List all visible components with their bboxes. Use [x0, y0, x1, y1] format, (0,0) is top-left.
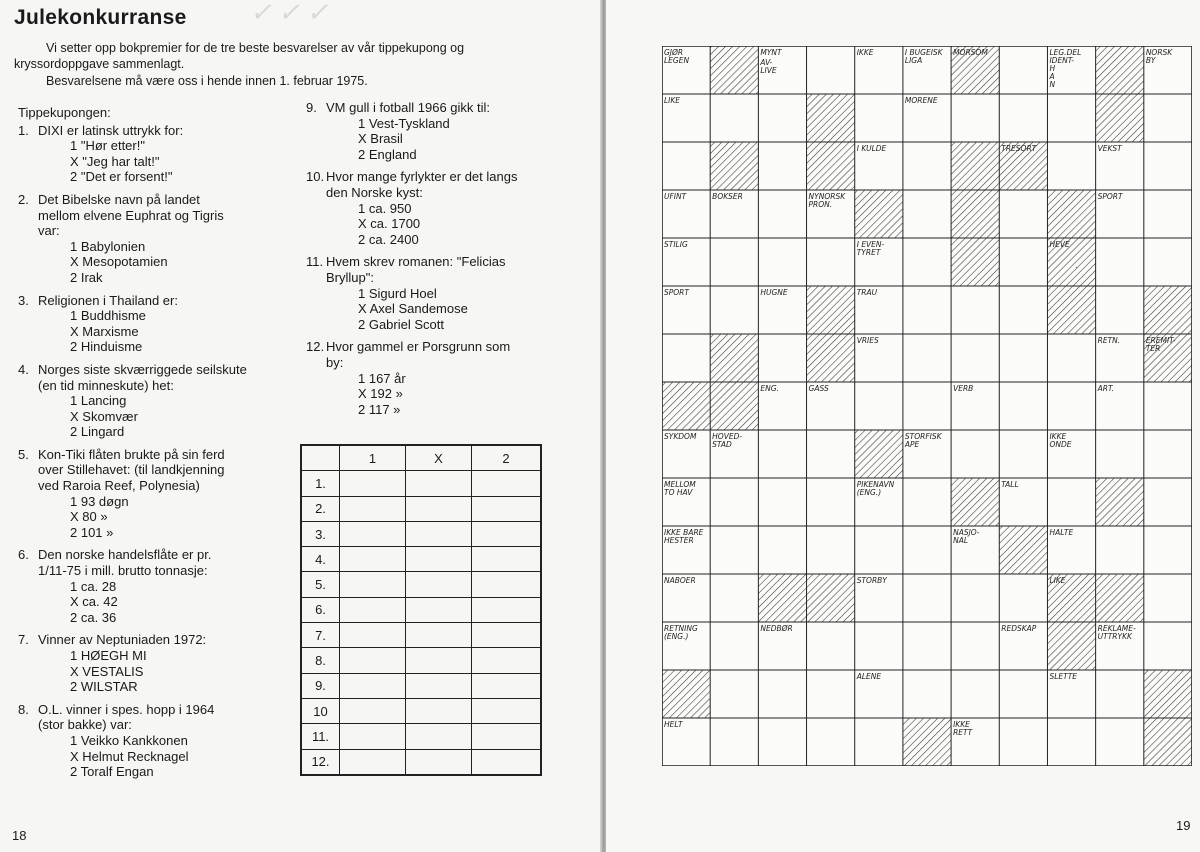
answer-cell[interactable]	[340, 749, 406, 775]
question-number: 5.	[18, 446, 29, 462]
row-label: 10	[301, 698, 340, 723]
shaded-cell	[855, 430, 903, 478]
crossword-svg	[662, 46, 1192, 766]
crossword-clue: I KULDE	[856, 144, 887, 153]
crossword-clue: GASS	[808, 384, 829, 393]
shaded-cell	[1047, 190, 1095, 238]
question-text: over Stillehavet: (til landkjenning	[38, 462, 225, 478]
answer-cell[interactable]	[406, 521, 472, 546]
crossword-clue: REDSKAP	[1001, 624, 1037, 633]
answer-cell[interactable]	[406, 496, 472, 521]
answer-cell[interactable]	[340, 496, 406, 521]
question-block	[306, 169, 596, 247]
answer-cell[interactable]	[472, 597, 542, 622]
crossword-clue: REKLAME- UTTRYKK	[1097, 624, 1136, 641]
shaded-cell	[807, 286, 855, 334]
crossword-clue: LEG.DEL IDENT- H A N	[1049, 48, 1082, 89]
crossword-clue: STORBY	[856, 576, 887, 585]
answer-option: X Mesopotamien	[70, 254, 168, 270]
answer-option: 2 117 »	[358, 401, 401, 417]
question-number: 3.	[18, 292, 29, 308]
crossword-clue: BOKSER	[712, 192, 743, 201]
page-title: Julekonkurranse	[14, 6, 187, 29]
question-block	[306, 339, 596, 417]
crossword-clue: NABOER	[664, 576, 696, 585]
crossword-clue: MORENE	[904, 96, 938, 105]
answer-option: 2 101 »	[70, 524, 114, 540]
crossword-clue: GJØR LEGEN	[664, 48, 690, 65]
answer-option: X VESTALIS	[70, 663, 144, 679]
table-row	[301, 724, 541, 749]
crossword-clue: TRAU	[856, 288, 878, 297]
answer-cell[interactable]	[340, 547, 406, 572]
crossword-clue: ENG.	[760, 384, 779, 393]
shaded-cell	[807, 574, 855, 622]
answer-cell[interactable]	[340, 597, 406, 622]
answer-cell[interactable]	[340, 471, 406, 496]
answer-cell[interactable]	[406, 673, 472, 698]
crossword-clue: MYNT	[760, 48, 782, 57]
answer-option: 2 England	[358, 146, 417, 162]
question-number: 6.	[18, 547, 29, 563]
shaded-cell	[710, 46, 758, 94]
shaded-cell	[1047, 622, 1095, 670]
table-row	[301, 547, 541, 572]
shaded-cell	[951, 238, 999, 286]
page-number-left: 18	[12, 828, 27, 843]
table-row	[301, 496, 541, 521]
shaded-cell	[807, 334, 855, 382]
question-text: Hvor mange fyrlykter er det langs	[326, 169, 518, 185]
tippekupong-table	[300, 444, 542, 776]
answer-option: 1 Veikko Kankkonen	[70, 732, 188, 748]
answer-option: X 80 »	[70, 509, 108, 525]
intro-line-2: kryssordoppgave sammenlagt.	[14, 57, 185, 71]
shaded-cell	[662, 382, 710, 430]
shaded-cell	[855, 190, 903, 238]
crossword-clue: NASJO- NAL	[953, 528, 980, 545]
row-label: 6.	[301, 597, 340, 622]
column-header: 1	[340, 445, 406, 471]
answer-cell[interactable]	[472, 547, 542, 572]
shaded-cell	[951, 190, 999, 238]
shaded-cell	[710, 142, 758, 190]
answer-option: 2 ca. 36	[70, 609, 117, 625]
question-block	[306, 100, 596, 162]
crossword-clue: UFINT	[664, 192, 687, 201]
answer-cell[interactable]	[472, 673, 542, 698]
table-row	[301, 698, 541, 723]
crossword-clue: TALL	[1001, 480, 1019, 489]
shaded-cell	[1096, 478, 1144, 526]
crossword-clue: STORFISK APE	[904, 432, 942, 449]
table-corner	[301, 445, 340, 471]
crossword-clue: RETN.	[1097, 336, 1121, 345]
questions-column-1	[18, 105, 286, 787]
crossword-clue: IKKE BARE HESTER	[664, 528, 704, 545]
shaded-cell	[710, 334, 758, 382]
question-text: Det Bibelske navn på landet	[38, 191, 200, 207]
question-text: Bryllup":	[326, 269, 374, 285]
row-label: 1.	[301, 471, 340, 496]
question-number: 2.	[18, 191, 29, 207]
question-text: by:	[326, 354, 344, 370]
crossword-clue: MORSOM	[953, 48, 988, 57]
shaded-cell	[999, 526, 1047, 574]
row-label: 8.	[301, 648, 340, 673]
answer-cell[interactable]	[472, 623, 542, 648]
question-text: Norges siste skværriggede seilskute	[38, 361, 247, 377]
crossword-clue: STILIG	[664, 240, 688, 249]
question-block	[306, 254, 596, 332]
answer-option: 1 ca. 28	[70, 578, 117, 594]
question-number: 12.	[306, 339, 325, 355]
crossword-clue: EREMIT- TER	[1145, 336, 1176, 353]
column-header: X	[406, 445, 472, 471]
pencil-mark: ·	[1075, 262, 1079, 273]
question-number: 4.	[18, 361, 29, 377]
answer-cell[interactable]	[472, 749, 542, 775]
question-text: DIXI er latinsk uttrykk for:	[38, 122, 184, 138]
answer-option: 1 Lancing	[70, 393, 127, 409]
crossword-clue: VEKST	[1097, 144, 1122, 153]
question-number: 7.	[18, 632, 29, 648]
answer-cell[interactable]	[406, 471, 472, 496]
table-row	[301, 521, 541, 546]
answer-cell[interactable]	[472, 471, 542, 496]
answer-cell[interactable]	[340, 698, 406, 723]
shaded-cell	[807, 94, 855, 142]
answer-option: X 192 »	[358, 386, 403, 402]
row-label: 4.	[301, 547, 340, 572]
intro-line-1: Vi setter opp bokpremier for de tre beste besvarelser av vår tippekupong og	[46, 41, 465, 55]
answer-option: 1 Babylonien	[70, 238, 146, 254]
question-text: Kon-Tiki flåten brukte på sin ferd	[38, 446, 225, 462]
answer-cell[interactable]	[406, 597, 472, 622]
table-row	[301, 572, 541, 597]
question-text: den Norske kyst:	[326, 184, 423, 200]
answer-option: 2 Irak	[70, 269, 103, 285]
question-text: (en tid minneskute) het:	[38, 377, 174, 393]
row-label: 5.	[301, 572, 340, 597]
answer-cell[interactable]	[340, 673, 406, 698]
crossword-clue: RETNING (ENG.)	[664, 624, 698, 641]
answer-option: 2 Gabriel Scott	[358, 316, 444, 332]
intro-line-3: Besvarelsene må være oss i hende innen 1. februar 1975.	[46, 74, 368, 88]
answer-cell[interactable]	[406, 724, 472, 749]
shaded-cell	[758, 574, 806, 622]
answer-option: 2 Lingard	[70, 424, 125, 440]
shaded-cell	[1096, 46, 1144, 94]
table-row	[301, 648, 541, 673]
question-number: 11.	[306, 254, 324, 270]
shaded-cell	[1144, 718, 1192, 766]
shaded-cell	[951, 142, 999, 190]
answer-cell[interactable]	[340, 724, 406, 749]
answer-option: X ca. 1700	[358, 216, 421, 232]
answer-option: 2 Toralf Engan	[70, 764, 154, 780]
answer-cell[interactable]	[406, 648, 472, 673]
answer-option: 2 ca. 2400	[358, 231, 419, 247]
questions-column-2	[306, 100, 596, 424]
answer-cell[interactable]	[406, 698, 472, 723]
row-label: 11.	[301, 724, 340, 749]
answer-option: X Axel Sandemose	[358, 301, 468, 317]
answer-option: X Marxisme	[70, 323, 139, 339]
question-text: mellom elvene Euphrat og Tigris	[38, 207, 224, 223]
crossword-clue: AV- LIVE	[760, 58, 777, 75]
question-text: ved Raroia Reef, Polynesia)	[38, 478, 200, 494]
crossword-clue: ALENE	[856, 672, 882, 681]
answer-option: 1 "Hør etter!"	[70, 138, 145, 154]
question-text: (stor bakke) var:	[38, 717, 132, 733]
answer-cell[interactable]	[472, 521, 542, 546]
shaded-cell	[710, 382, 758, 430]
answer-cell[interactable]	[406, 572, 472, 597]
shaded-cell	[662, 670, 710, 718]
question-number: 1.	[18, 122, 29, 138]
answer-option: 1 Vest-Tyskland	[358, 115, 450, 131]
answer-cell[interactable]	[472, 496, 542, 521]
shaded-cell	[1047, 286, 1095, 334]
question-text: 1/11-75 i mill. brutto tonnasje:	[38, 563, 208, 579]
shaded-cell	[1144, 286, 1192, 334]
answer-cell[interactable]	[340, 648, 406, 673]
answer-option: X ca. 42	[70, 594, 118, 610]
page-number-right: 19	[1176, 818, 1191, 833]
column-header: 2	[472, 445, 542, 471]
question-block	[18, 632, 286, 694]
question-text: Den norske handelsflåte er pr.	[38, 547, 212, 563]
answer-option: X "Jeg har talt!"	[70, 153, 160, 169]
answer-option: 2 "Det er forsent!"	[70, 169, 173, 185]
crossword-clue: IKKE ONDE	[1049, 432, 1072, 449]
crossword-clue: LIKE	[1049, 576, 1066, 585]
crossword-clue: MELLOM TO HAV	[664, 480, 696, 497]
crossword-clue: IKKE RETT	[953, 720, 973, 737]
question-text: Hvor gammel er Porsgrunn som	[326, 339, 511, 355]
question-block	[18, 192, 286, 286]
question-number: 9.	[306, 100, 317, 115]
answer-option: 1 167 år	[358, 370, 406, 386]
table-row	[301, 673, 541, 698]
shaded-cell	[903, 718, 951, 766]
question-number: 10.	[306, 169, 325, 185]
answer-cell[interactable]	[472, 572, 542, 597]
crossword-clue: SPORT	[1097, 192, 1123, 201]
answer-option: 1 Sigurd Hoel	[358, 285, 437, 301]
crossword-clue: I EVEN- TYRET	[856, 240, 885, 257]
row-label: 3.	[301, 521, 340, 546]
question-number: 8.	[18, 701, 29, 717]
question-block	[18, 702, 286, 780]
question-text: VM gull i fotball 1966 gikk til:	[326, 100, 491, 115]
crossword-clue: HOVED- STAD	[712, 432, 743, 449]
table-row	[301, 597, 541, 622]
answer-cell[interactable]	[406, 749, 472, 775]
row-label: 12.	[301, 749, 340, 775]
crossword-clue: NYNORSK PRON.	[808, 192, 846, 209]
question-text: Religionen i Thailand er:	[38, 292, 178, 308]
question-text: var:	[38, 223, 60, 239]
answer-option: 1 HØEGH MI	[70, 648, 147, 663]
question-text: Hvem skrev romanen: "Felicias	[326, 254, 506, 270]
question-text: O.L. vinner i spes. hopp i 1964	[38, 701, 215, 717]
answer-option: X Helmut Recknagel	[70, 748, 189, 764]
table-row	[301, 749, 541, 775]
coupon-heading: Tippekupongen:	[18, 105, 111, 120]
crossword-clue: HEVE	[1049, 240, 1070, 249]
crossword-clue: IKKE	[856, 48, 874, 57]
answer-cell[interactable]	[406, 547, 472, 572]
answer-option: 2 Hinduisme	[70, 339, 143, 355]
crossword-clue: SYKDOM	[664, 432, 697, 441]
crossword-clue: PIKENAVN (ENG.)	[856, 480, 895, 497]
question-block	[18, 123, 286, 185]
shaded-cell	[1096, 94, 1144, 142]
answer-option: 1 Buddhisme	[70, 308, 146, 324]
question-block	[18, 547, 286, 625]
crossword-clue: SLETTE	[1049, 672, 1078, 681]
crossword-clue: SPORT	[664, 288, 689, 297]
crossword-clue: LIKE	[664, 96, 681, 105]
crossword-clue: NEDBØR	[760, 624, 793, 633]
answer-option: 1 93 døgn	[70, 493, 129, 509]
row-label: 9.	[301, 673, 340, 698]
crossword-clue: VRIES	[856, 336, 879, 345]
answer-option: X Skomvær	[70, 408, 138, 424]
answer-cell[interactable]	[340, 521, 406, 546]
question-block	[18, 447, 286, 541]
crossword-grid	[662, 46, 1192, 766]
crossword-clue: HELT	[664, 720, 683, 729]
crossword-clue: ART.	[1097, 384, 1115, 393]
row-label: 7.	[301, 623, 340, 648]
crossword-clue: VERB	[953, 384, 974, 393]
bleed-through-text: ✓ ✓ ✓	[250, 0, 329, 27]
crossword-clue: HUGNE	[760, 288, 788, 297]
answer-cell[interactable]	[340, 623, 406, 648]
answer-option: 2 WILSTAR	[70, 679, 138, 695]
crossword-clue: I BUGEISK LIGA	[904, 48, 943, 65]
answer-cell[interactable]	[472, 648, 542, 673]
shaded-cell	[807, 142, 855, 190]
table-row	[301, 471, 541, 496]
row-label: 2.	[301, 496, 340, 521]
answer-option: 1 ca. 950	[358, 200, 412, 216]
question-text: Vinner av Neptuniaden 1972:	[38, 632, 207, 648]
answer-cell[interactable]	[340, 572, 406, 597]
answer-cell[interactable]	[472, 698, 542, 723]
shaded-cell	[1144, 670, 1192, 718]
crossword-clue: NORSK BY	[1145, 48, 1173, 65]
shaded-cell	[951, 478, 999, 526]
table-row	[301, 623, 541, 648]
question-block	[18, 362, 286, 440]
answer-cell[interactable]	[472, 724, 542, 749]
answer-cell[interactable]	[406, 623, 472, 648]
crossword-clue: TRESORT	[1001, 144, 1037, 153]
question-block	[18, 293, 286, 355]
shaded-cell	[1096, 574, 1144, 622]
answer-option: X Brasil	[358, 131, 403, 147]
crossword-clue: HALTE	[1049, 528, 1074, 537]
